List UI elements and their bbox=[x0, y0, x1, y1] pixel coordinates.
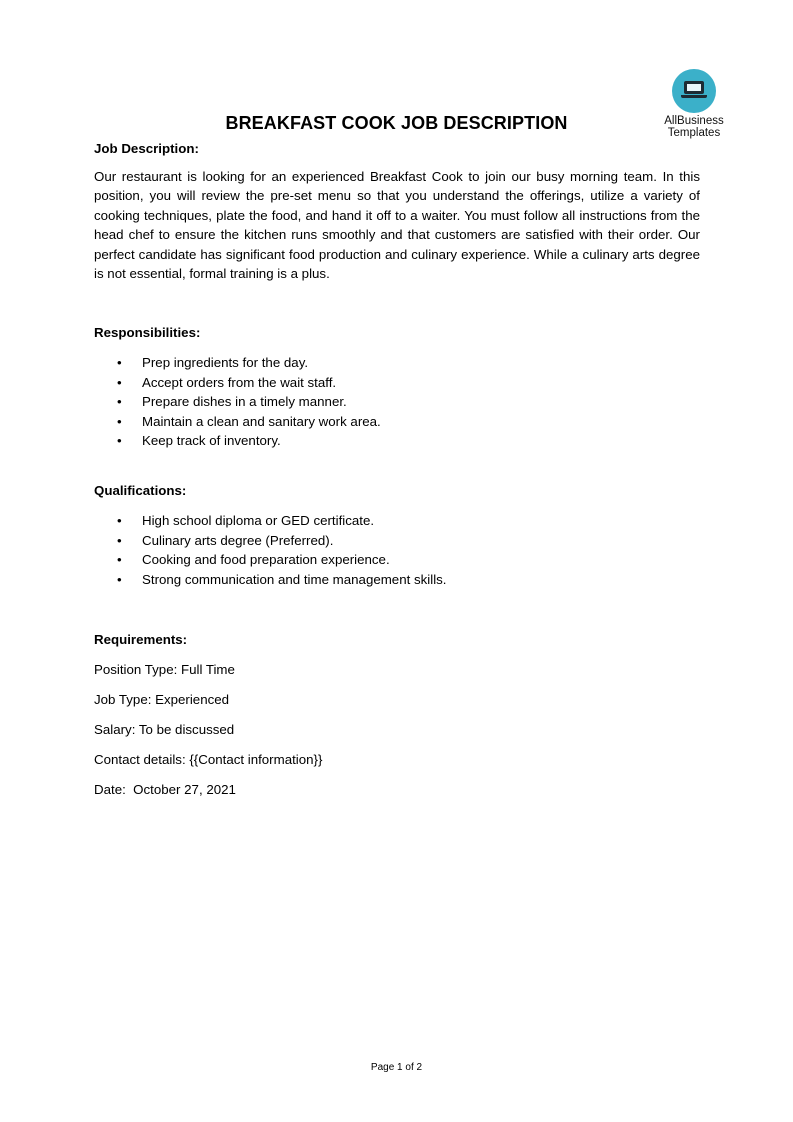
list-item: • Prepare dishes in a timely manner. bbox=[94, 392, 700, 411]
date: Date: October 27, 2021 bbox=[94, 781, 236, 797]
list-item: • Cooking and food preparation experience. bbox=[94, 550, 700, 569]
document-body bbox=[94, 139, 700, 810]
responsibilities-list bbox=[94, 353, 700, 450]
contact-details: Contact details: {{Contact information}} bbox=[94, 751, 323, 767]
list-item: • Keep track of inventory. bbox=[94, 431, 700, 450]
responsibilities-heading: Responsibilities: bbox=[94, 325, 201, 341]
list-item: • Strong communication and time management skills. bbox=[94, 570, 700, 589]
laptop-icon bbox=[672, 69, 716, 113]
qualifications-heading: Qualifications: bbox=[94, 483, 187, 499]
job-description-heading: Job Description: bbox=[94, 141, 199, 156]
salary: Salary: To be discussed bbox=[94, 721, 235, 737]
page-title: BREAKFAST COOK JOB DESCRIPTION bbox=[225, 113, 568, 133]
list-item: • Maintain a clean and sanitary work area. bbox=[94, 412, 700, 431]
list-item: • Prep ingredients for the day. bbox=[94, 353, 700, 372]
qualifications-list bbox=[94, 511, 700, 589]
logo-text-line2: Templates bbox=[667, 127, 721, 139]
job-type: Job Type: Experienced bbox=[94, 691, 230, 707]
list-item: • Accept orders from the wait staff. bbox=[94, 373, 700, 392]
job-description-text: Our restaurant is looking for an experienced Breakfast Cook to join our busy morning team. In this position, you will review the pre-set menu so that you understand the offerings, utilize a variety of cooking techniques, plate the food, and hand it off to a waiter. You must follow all instructions from the head chef to ensure the kitchen runs smoothly and that customers are satisfied with their order. Our perfect candidate has significant food production and culinary experience. While a culinary arts degree is not essential, formal training is a plus. bbox=[94, 169, 700, 282]
position-type: Position Type: Full Time bbox=[94, 661, 235, 677]
logo-text-line1: AllBusiness bbox=[664, 115, 724, 127]
list-item: • Culinary arts degree (Preferred). bbox=[94, 531, 700, 550]
page-number: Page 1 of 2 bbox=[370, 1062, 423, 1073]
list-item: • High school diploma or GED certificate. bbox=[94, 511, 700, 530]
requirements-heading: Requirements: bbox=[94, 631, 188, 647]
